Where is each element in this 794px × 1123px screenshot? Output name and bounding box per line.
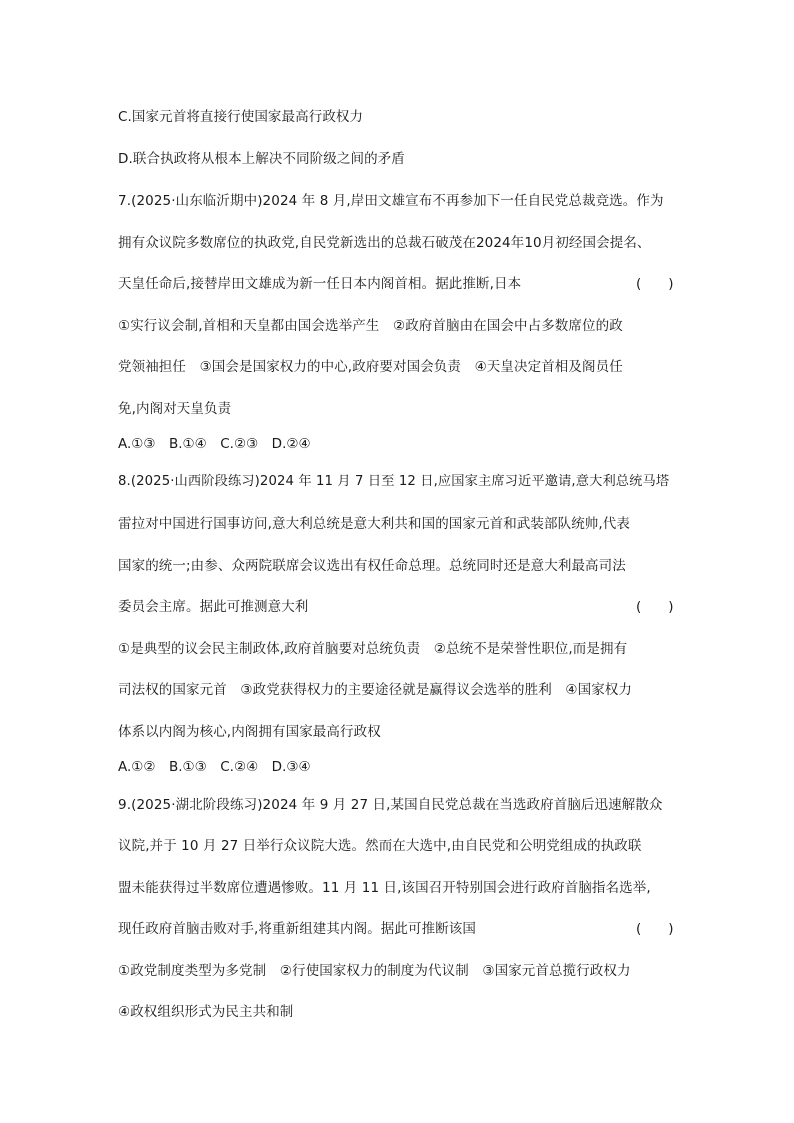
q7-stem-line-2: 拥有众议院多数席位的执政党,自民党新选出的总裁石破茂在2024年10月初经国会提名、 (118, 235, 651, 251)
q9-answer-parentheses: ( ) (636, 921, 674, 937)
q8-statement-line-2: 司法权的国家元首 ③政党获得权力的主要途径就是赢得议会选举的胜利 ④国家权力 (118, 682, 633, 698)
q8-answer-parentheses: ( ) (636, 599, 674, 615)
q9-stem-line-2: 议院,并于 10 月 27 日举行众议院大选。然而在大选中,由自民党和公明党组成的执政联 (118, 838, 642, 854)
q6-option-c: C.国家元首将直接行使国家最高行政权力 (118, 109, 364, 125)
q9-statement-line-2: ④政权组织形式为民主共和制 (118, 1004, 294, 1020)
q8-statement-line-1: ①是典型的议会民主制政体,政府首脑要对总统负责 ②总统不是荣誉性职位,而是拥有 (118, 641, 628, 657)
q8-statement-line-3: 体系以内阁为核心,内阁拥有国家最高行政权 (118, 724, 381, 740)
q8-stem-line-3: 国家的统一;由参、众两院联席会议选出有权任命总理。总统同时还是意大利最高司法 (118, 558, 626, 574)
q7-statement-line-3: 免,内阁对天皇负责 (118, 401, 232, 417)
q9-stem-line-3: 盟未能获得过半数席位遭遇惨败。11 月 11 日,该国召开特别国会进行政府首脑指名选举, (118, 880, 651, 896)
q8-stem-line-1: 8.(2025·山西阶段练习)2024 年 11 月 7 日至 12 日,应国家主席习近平邀请,意大利总统马塔 (118, 474, 670, 489)
q9-stem-line-1: 9.(2025·湖北阶段练习)2024 年 9 月 27 日,某国自民党总裁在当选政府首脑后迅速解散众 (118, 797, 663, 813)
q9-stem-line-4: 现任政府首脑击败对手,将重新组建其内阁。据此可推断该国 (118, 921, 476, 937)
q8-choices: A.①② B.①③ C.②④ D.③④ (118, 759, 311, 775)
q8-stem-line-2: 雷拉对中国进行国事访问,意大利总统是意大利共和国的国家元首和武装部队统帅,代表 (118, 516, 630, 532)
q9-statement-line-1: ①政党制度类型为多党制 ②行使国家权力的制度为代议制 ③国家元首总揽行政权力 (118, 963, 631, 979)
q7-stem-line-1: 7.(2025·山东临沂期中)2024 年 8 月,岸田文雄宣布不再参加下一任自民党总裁竞选。作为 (118, 193, 664, 209)
q7-stem-line-3: 天皇任命后,接替岸田文雄成为新一任日本内阁首相。据此推断,日本 (118, 276, 522, 292)
q7-statement-line-2: 党领袖担任 ③国会是国家权力的中心,政府要对国会负责 ④天皇决定首相及阁员任 (118, 359, 623, 375)
q8-stem-line-4: 委员会主席。据此可推测意大利 (118, 599, 309, 615)
q7-statement-line-1: ①实行议会制,首相和天皇都由国会选举产生 ②政府首脑由在国会中占多数席位的政 (118, 318, 623, 334)
q7-choices: A.①③ B.①④ C.②③ D.②④ (118, 436, 311, 452)
q7-answer-parentheses: ( ) (636, 276, 674, 292)
q6-option-d: D.联合执政将从根本上解决不同阶级之间的矛盾 (118, 151, 405, 167)
